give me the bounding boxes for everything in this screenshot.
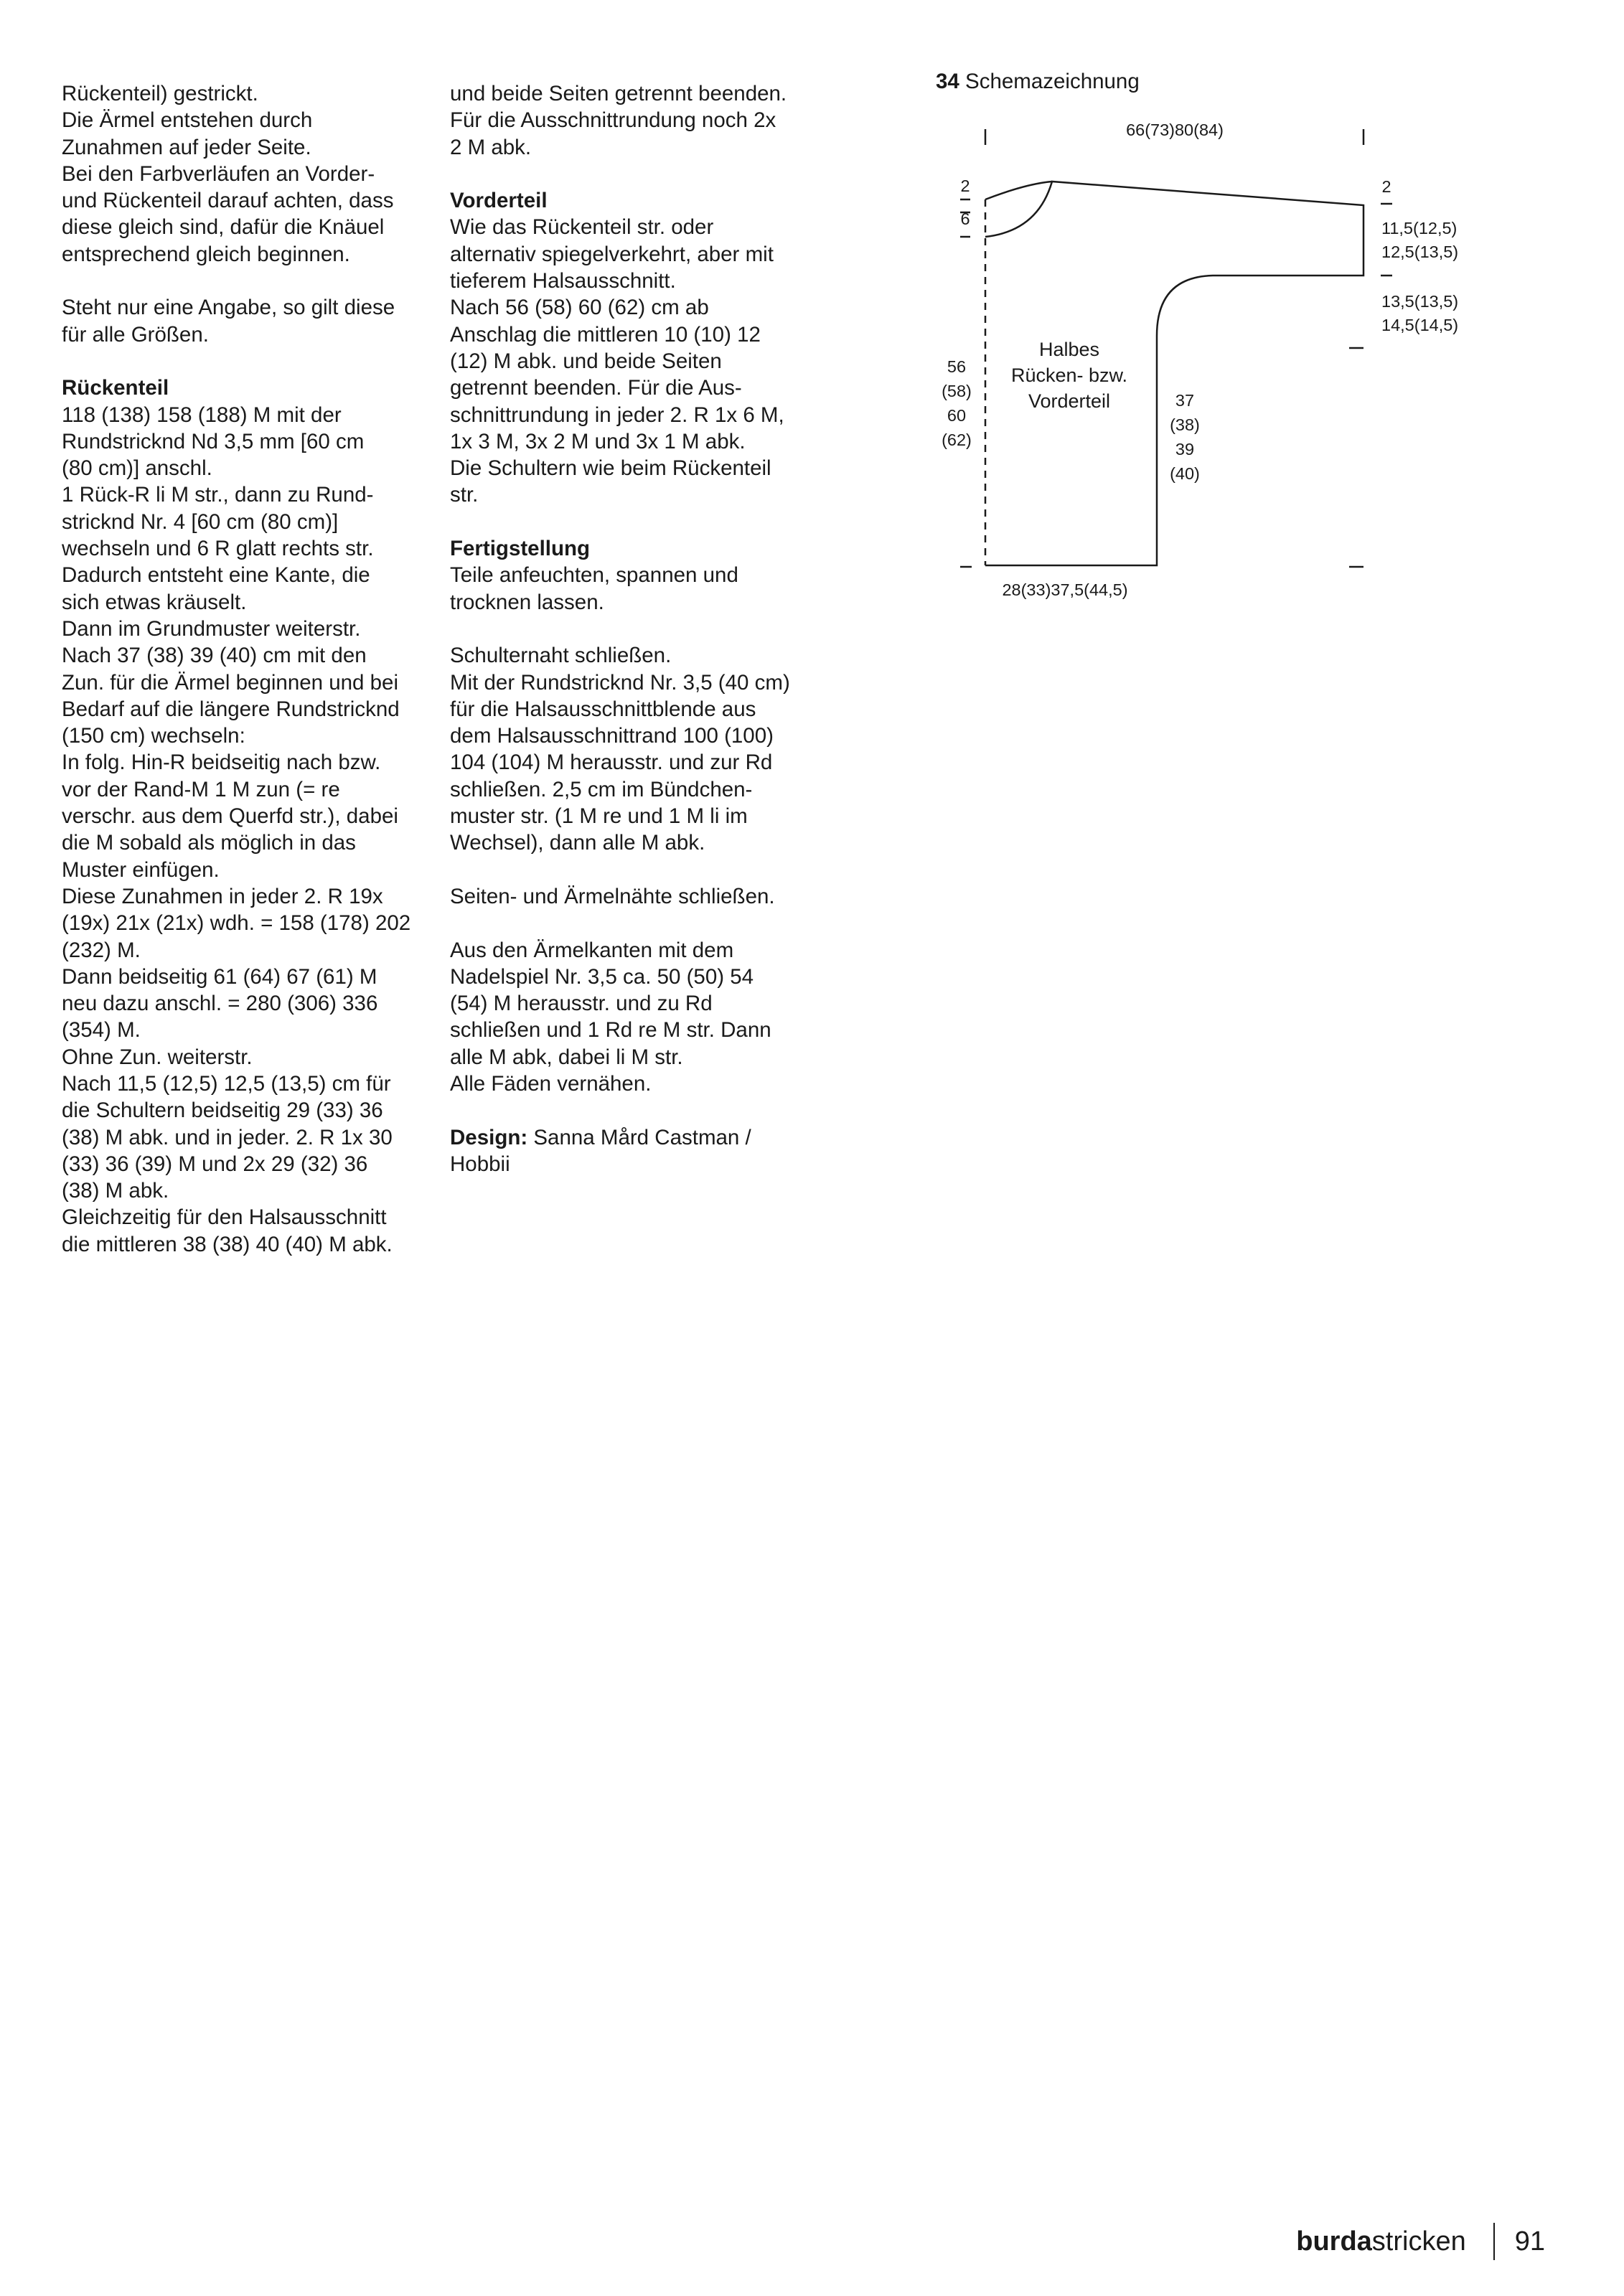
side-seam-instructions	[450, 883, 823, 910]
page-number: 91	[1514, 2226, 1545, 2257]
text-line: Rundstricknd Nd 3,5 mm [60 cm	[62, 429, 365, 453]
label-side-37: 37	[1175, 391, 1195, 410]
text-line: sich etwas kräuselt.	[62, 590, 247, 614]
label-bottom-width: 28(33)37,5(44,5)	[1002, 580, 1128, 599]
text-line: str.	[450, 483, 479, 507]
text-line: (38) M abk. und in jeder. 2. R 1x 30	[62, 1125, 393, 1149]
label-neck-2: 2	[960, 177, 970, 195]
text-line: Die Schultern wie beim Rückenteil	[450, 456, 771, 481]
text-line: wechseln und 6 R glatt rechts str.	[62, 537, 374, 561]
design-credit	[450, 1124, 823, 1151]
text-line: 118 (138) 158 (188) M mit der	[62, 403, 342, 427]
text-line: Seiten- und Ärmelnähte schließen.	[450, 884, 775, 908]
text-line: alternativ spiegelverkehrt, aber mit	[450, 242, 774, 266]
text-line: Gleichzeitig für den Halsausschnitt	[62, 1205, 387, 1230]
text-line: Dann im Grundmuster weiterstr.	[62, 616, 361, 641]
text-column-left	[62, 80, 421, 1258]
text-line: Die Ärmel entstehen durch	[62, 108, 313, 133]
text-line: Schulternaht schließen.	[450, 644, 672, 668]
text-line: schließen. 2,5 cm im Bündchen-	[450, 777, 753, 801]
vorderteil-instructions	[450, 214, 823, 508]
schema-title	[936, 69, 1140, 95]
text-line: Zunahmen auf jeder Seite.	[62, 135, 311, 159]
text-line: Alle Fäden vernähen.	[450, 1071, 652, 1096]
label-shoulder-b: 12,5(13,5)	[1381, 243, 1459, 261]
text-line: (12) M abk. und beide Seiten	[450, 349, 722, 373]
text-line: alle M abk, dabei li M str.	[450, 1045, 683, 1069]
page-footer	[1296, 2220, 1545, 2263]
text-line: 1x 3 M, 3x 2 M und 3x 1 M abk.	[450, 429, 746, 453]
text-line: Nach 56 (58) 60 (62) cm ab	[450, 296, 709, 320]
text-line: vor der Rand-M 1 M zun (= re	[62, 777, 340, 801]
text-line: muster str. (1 M re und 1 M li im	[450, 804, 748, 829]
text-line: Wechsel), dann alle M abk.	[450, 831, 705, 855]
schema-number: 34	[936, 70, 959, 93]
label-height-60: 60	[947, 406, 967, 425]
text-line: für alle Größen.	[62, 322, 209, 347]
sleeve-edge-instructions	[450, 937, 823, 1098]
text-line: getrennt beenden. Für die Aus-	[450, 376, 742, 400]
text-line: die Schultern beidseitig 29 (33) 36	[62, 1098, 383, 1123]
text-line: (54) M herausstr. und zu Rd	[450, 992, 713, 1016]
design-credit-line2: Hobbii	[450, 1152, 510, 1176]
text-line: und Rückenteil darauf achten, dass	[62, 189, 394, 213]
text-line: Ohne Zun. weiterstr.	[62, 1045, 253, 1069]
text-line: die M sobald als möglich in das	[62, 831, 356, 855]
heading-rueckenteil: Rückenteil	[62, 376, 169, 400]
text-line: (232) M.	[62, 938, 141, 962]
text-line: Zun. für die Ärmel beginnen und bei	[62, 670, 399, 695]
text-column-middle	[450, 80, 823, 1177]
text-line: Teile anfeuchten, spannen und	[450, 563, 738, 588]
heading-fertigstellung: Fertigstellung	[450, 537, 591, 561]
text-line: für die Halsausschnittblende aus	[450, 697, 756, 721]
text-line: (33) 36 (39) M und 2x 29 (32) 36	[62, 1152, 368, 1176]
text-line: (80 cm)] anschl.	[62, 456, 212, 481]
text-line: Nadelspiel Nr. 3,5 ca. 50 (50) 54	[450, 964, 754, 989]
text-line: verschr. aus dem Querfd str.), dabei	[62, 804, 398, 829]
text-line: diese gleich sind, dafür die Knäuel	[62, 215, 385, 240]
text-line: neu dazu anschl. = 280 (306) 336	[62, 992, 378, 1016]
text-line: und beide Seiten getrennt beenden.	[450, 82, 787, 105]
body-label-1: Halbes	[1038, 339, 1100, 360]
text-line: Nach 37 (38) 39 (40) cm mit den	[62, 644, 367, 668]
brand-regular: stricken	[1371, 2226, 1466, 2257]
text-line: (150 cm) wechseln:	[62, 724, 245, 748]
text-line: Für die Ausschnittrundung noch 2x	[450, 108, 776, 133]
text-line: Steht nur eine Angabe, so gilt diese	[62, 296, 395, 320]
design-name: Sanna Mård Castman /	[527, 1125, 751, 1149]
schematic-diagram	[890, 100, 1507, 617]
label-side-38: (38)	[1170, 415, 1200, 434]
text-line: Dadurch entsteht eine Kante, die	[62, 563, 370, 588]
text-line: Mit der Rundstricknd Nr. 3,5 (40 cm)	[450, 670, 790, 695]
text-line: stricknd Nr. 4 [60 cm (80 cm)]	[62, 509, 339, 534]
body-label-3: Vorderteil	[1028, 390, 1111, 412]
label-shoulder-a: 11,5(12,5)	[1381, 219, 1458, 237]
text-line: Rückenteil) gestrickt.	[62, 82, 258, 105]
magazine-brand	[1296, 2226, 1465, 2257]
body-label-2: Rücken- bzw.	[1010, 364, 1128, 386]
text-line: (19x) 21x (21x) wdh. = 158 (178) 202	[62, 911, 411, 936]
text-line: Anschlag die mittleren 10 (10) 12	[450, 322, 761, 347]
text-line: Wie das Rückenteil str. oder	[450, 215, 714, 240]
text-line: trocknen lassen.	[450, 590, 604, 614]
label-sleeve-a: 13,5(13,5)	[1381, 292, 1459, 311]
label-side-40: (40)	[1170, 464, 1200, 483]
label-sleeve-b: 14,5(14,5)	[1381, 316, 1459, 334]
text-line: 104 (104) M herausstr. und zur Rd	[450, 751, 773, 775]
label-height-62: (62)	[942, 430, 972, 449]
text-line: Diese Zunahmen in jeder 2. R 19x	[62, 884, 383, 908]
text-line: tieferem Halsausschnitt.	[450, 269, 676, 293]
continuation-block	[450, 80, 823, 161]
label-height-56: 56	[947, 357, 967, 376]
text-line: dem Halsausschnittrand 100 (100)	[450, 724, 774, 748]
label-shoulder-2: 2	[1381, 177, 1391, 196]
text-line: Bedarf auf die längere Rundstricknd	[62, 697, 400, 721]
fertigstellung-instructions	[450, 562, 823, 616]
label-height-58: (58)	[942, 382, 972, 400]
text-line: Dann beidseitig 61 (64) 67 (61) M	[62, 964, 377, 989]
text-line: 1 Rück-R li M str., dann zu Rund-	[62, 483, 374, 507]
size-note	[62, 294, 421, 348]
text-line: entsprechend gleich beginnen.	[62, 242, 350, 266]
neckline-upper	[985, 182, 1052, 199]
label-neck-6: 6	[960, 210, 970, 228]
text-line: Nach 11,5 (12,5) 12,5 (13,5) cm für	[62, 1071, 391, 1096]
footer-divider	[1493, 2223, 1495, 2260]
text-line: 2 M abk.	[450, 135, 532, 159]
text-line: Bei den Farbverläufen an Vorder-	[62, 161, 375, 186]
text-line: die mittleren 38 (38) 40 (40) M abk.	[62, 1232, 393, 1256]
intro-block	[62, 80, 421, 268]
rueckenteil-instructions	[62, 402, 421, 1258]
schema-title-text: Schemazeichnung	[959, 70, 1140, 93]
heading-vorderteil: Vorderteil	[450, 189, 548, 213]
text-line: In folg. Hin-R beidseitig nach bzw.	[62, 751, 381, 775]
shoulder-seam-instructions	[450, 642, 823, 856]
design-label: Design:	[450, 1125, 528, 1149]
text-line: Aus den Ärmelkanten mit dem	[450, 938, 734, 962]
text-line: (38) M abk.	[62, 1179, 169, 1203]
text-line: Muster einfügen.	[62, 857, 220, 882]
brand-bold: burda	[1296, 2226, 1372, 2257]
text-line: schnittrundung in jeder 2. R 1x 6 M,	[450, 403, 784, 427]
label-side-39: 39	[1175, 440, 1195, 458]
text-line: schließen und 1 Rd re M str. Dann	[450, 1018, 771, 1043]
label-top-width: 66(73)80(84)	[1126, 121, 1224, 139]
text-line: (354) M.	[62, 1018, 141, 1043]
